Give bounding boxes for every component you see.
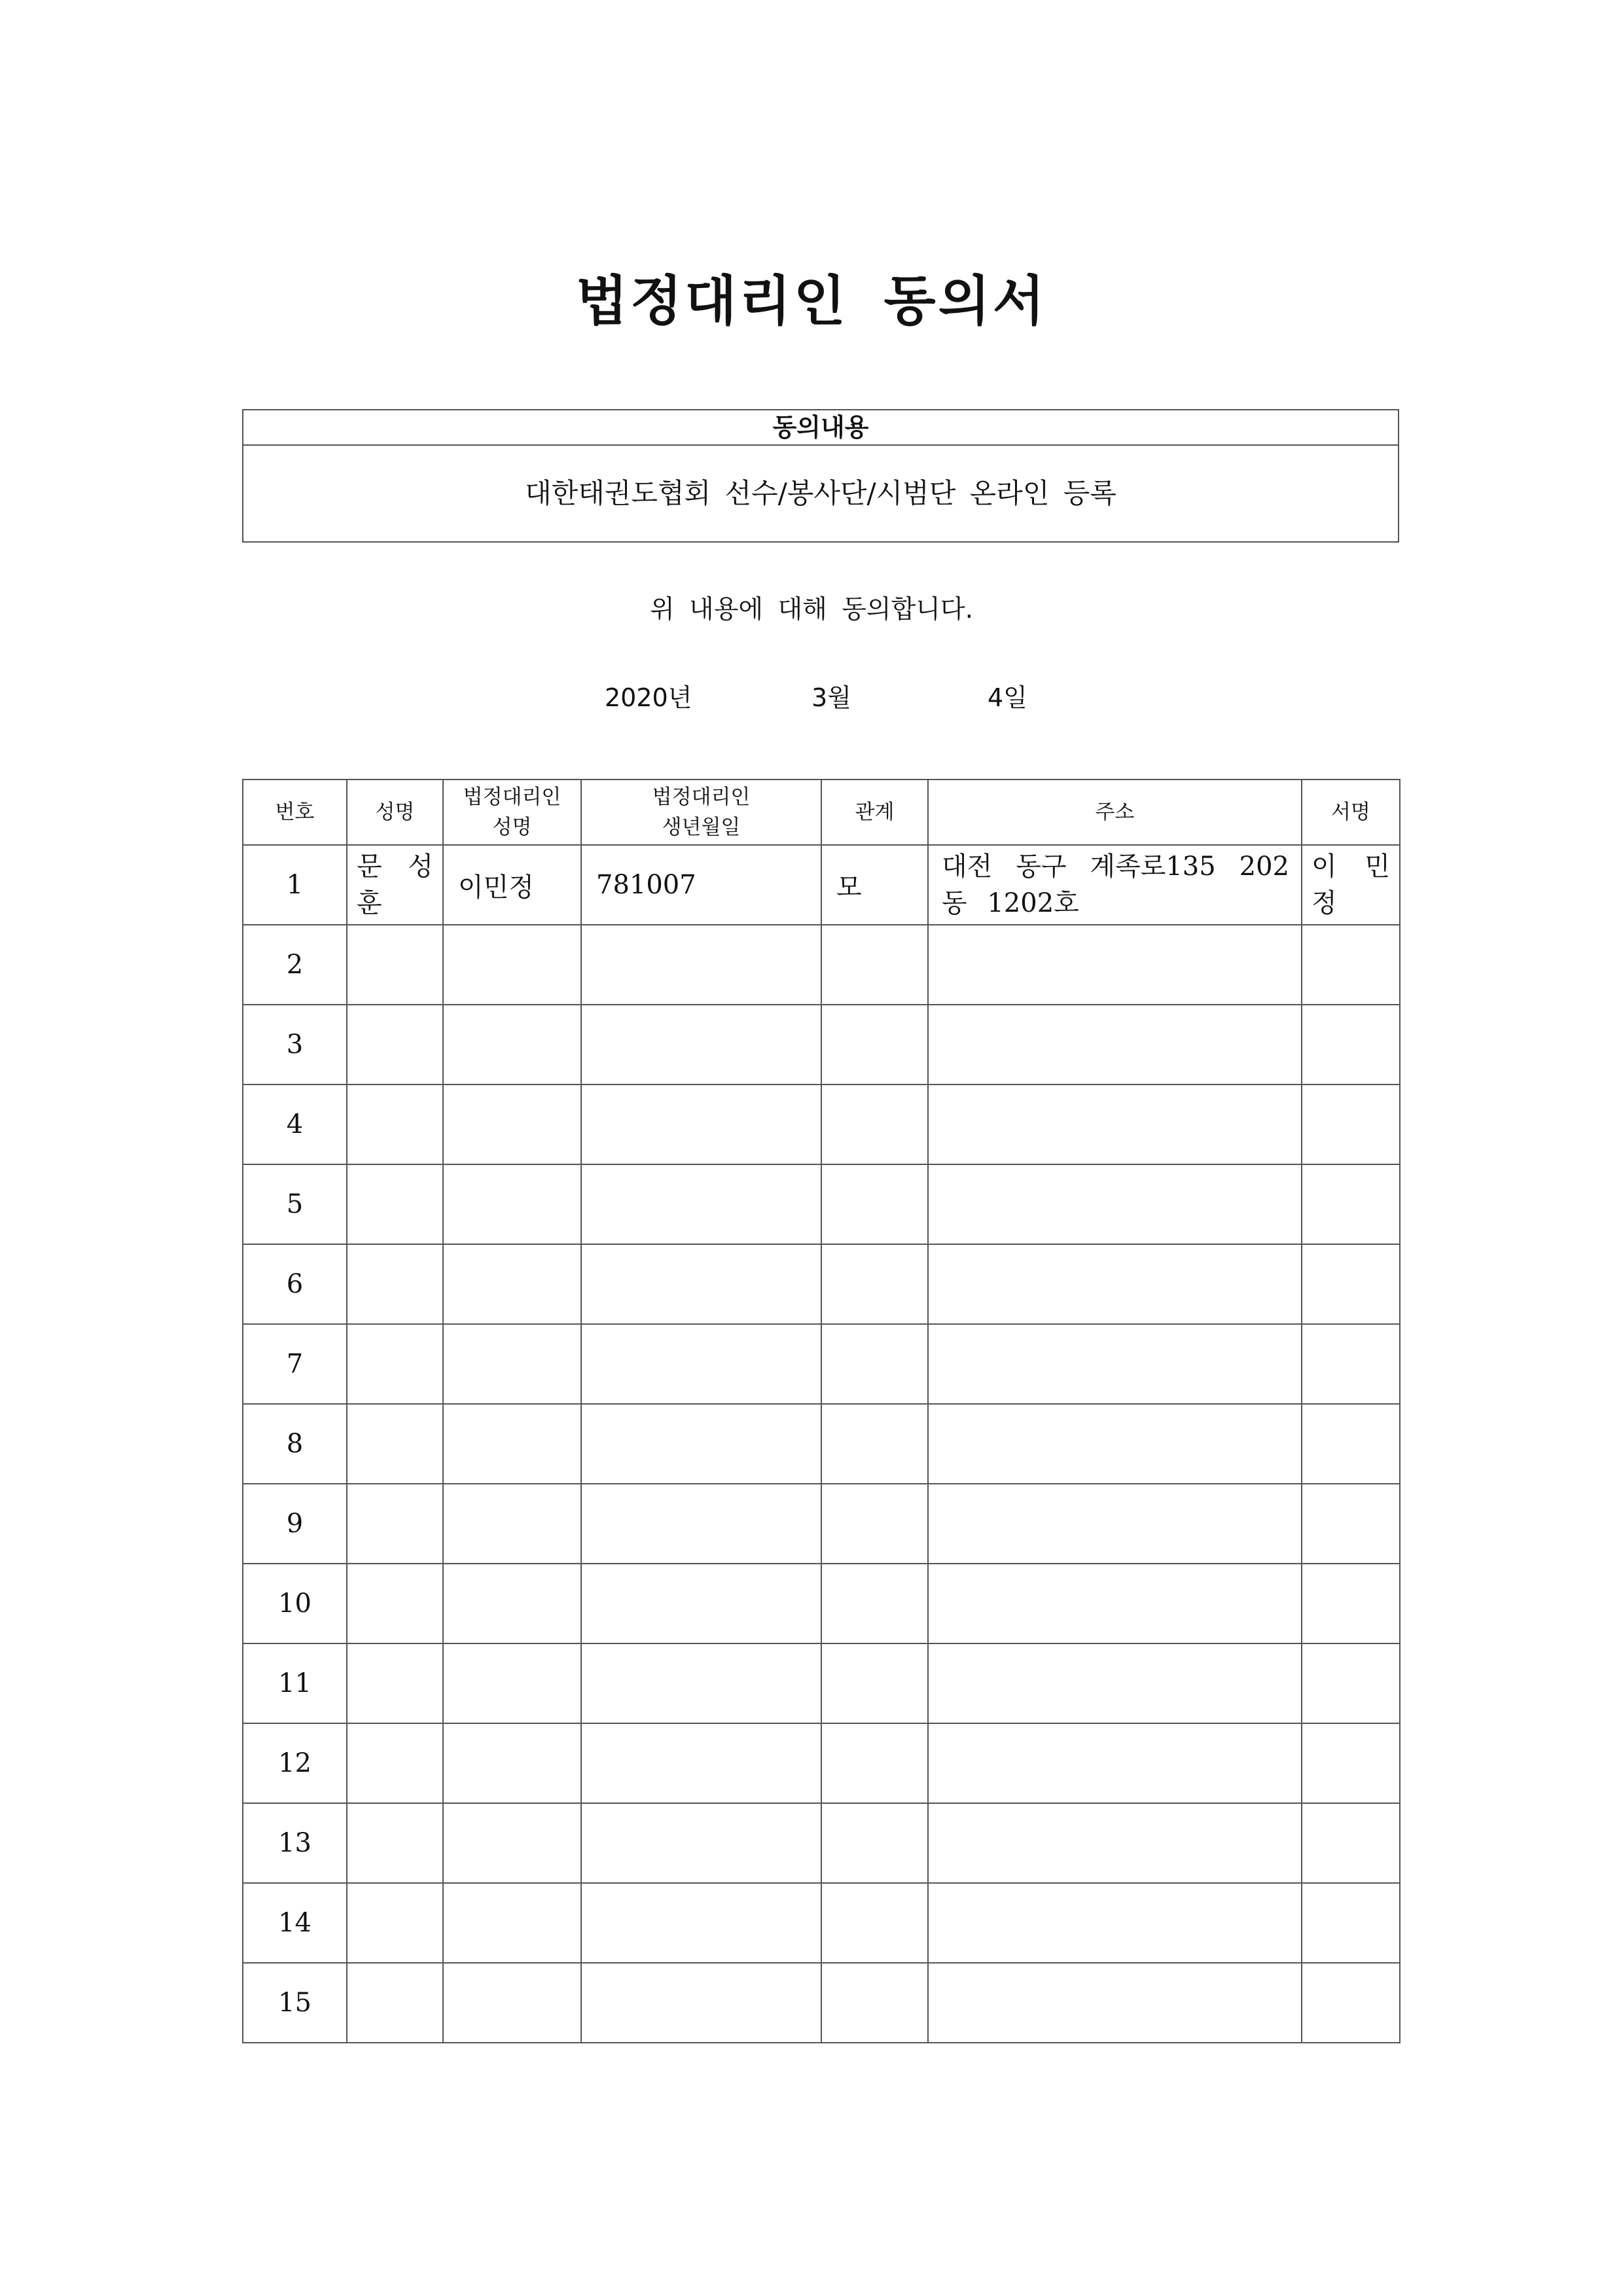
guardian-birthdate[interactable] [581, 1883, 821, 1963]
header-guardian-name [443, 780, 581, 845]
table-row [243, 1643, 1400, 1723]
row-number: 14 [243, 1883, 347, 1963]
row-number: 3 [243, 1005, 347, 1085]
header-guardian-birth-line1: 법정대리인 [652, 785, 751, 809]
participant-name[interactable] [347, 1404, 443, 1484]
relation[interactable] [821, 1643, 928, 1723]
participant-name[interactable] [347, 1484, 443, 1564]
guardian-name[interactable] [443, 1564, 581, 1643]
row-number: 8 [243, 1404, 347, 1484]
signature[interactable] [1302, 1803, 1400, 1883]
date-day: 4일 [988, 683, 1027, 712]
participant-name-line1: 문 성 [357, 852, 433, 882]
participant-name[interactable] [347, 1963, 443, 2043]
relation[interactable] [821, 1803, 928, 1883]
address[interactable] [928, 1404, 1302, 1484]
table-row [243, 925, 1400, 1005]
participant-name[interactable] [347, 1085, 443, 1164]
signature[interactable] [1302, 1404, 1400, 1484]
relation[interactable] [821, 1085, 928, 1164]
table-row [243, 1164, 1400, 1244]
document-title: 법정대리인 동의서 [575, 270, 1048, 332]
header-name: 성명 [347, 780, 443, 845]
address[interactable] [928, 1484, 1302, 1564]
relation[interactable] [821, 1244, 928, 1324]
header-guardian-name-line2: 성명 [492, 816, 532, 839]
signature[interactable] [1302, 1643, 1400, 1723]
row-number: 7 [243, 1324, 347, 1404]
relation[interactable] [821, 1005, 928, 1085]
consent-box [242, 409, 1399, 543]
date-year: 2020년 [605, 683, 692, 712]
signature[interactable] [1302, 1244, 1400, 1324]
participant-name[interactable] [347, 845, 443, 925]
relation[interactable] [821, 1963, 928, 2043]
relation[interactable] [821, 925, 928, 1005]
row-number: 15 [243, 1963, 347, 2043]
guardian-table [242, 779, 1400, 2043]
guardian-name[interactable] [443, 1803, 581, 1883]
table-row [243, 1803, 1400, 1883]
guardian-birthdate[interactable] [581, 1484, 821, 1564]
address[interactable] [928, 925, 1302, 1005]
row-number: 5 [243, 1164, 347, 1244]
guardian-name[interactable] [443, 1963, 581, 2043]
participant-name[interactable] [347, 1005, 443, 1085]
address[interactable] [928, 1564, 1302, 1643]
guardian-name[interactable] [443, 1723, 581, 1803]
relation[interactable] [821, 1404, 928, 1484]
header-guardian-birth-line2: 생년월일 [662, 816, 741, 839]
relation[interactable] [821, 1164, 928, 1244]
table-row [243, 1484, 1400, 1564]
guardian-name[interactable]: 이민정 [443, 845, 581, 925]
row-number: 2 [243, 925, 347, 1005]
guardian-birthdate[interactable] [581, 1803, 821, 1883]
address[interactable] [928, 1963, 1302, 2043]
row-number: 12 [243, 1723, 347, 1803]
participant-name[interactable] [347, 1564, 443, 1643]
guardian-birthdate[interactable] [581, 1404, 821, 1484]
table-row [243, 1324, 1400, 1404]
relation[interactable] [821, 1324, 928, 1404]
signature[interactable] [1302, 1005, 1400, 1085]
header-guardian-birth [581, 780, 821, 845]
address[interactable] [928, 1164, 1302, 1244]
table-row [243, 1085, 1400, 1164]
guardian-birthdate[interactable] [581, 1005, 821, 1085]
participant-name-line2: 훈 [357, 888, 382, 918]
guardian-birthdate[interactable]: 781007 [581, 845, 821, 925]
row-number: 1 [243, 845, 347, 925]
participant-name[interactable] [347, 1244, 443, 1324]
guardian-name[interactable] [443, 1005, 581, 1085]
address[interactable] [928, 1244, 1302, 1324]
guardian-birthdate[interactable] [581, 1244, 821, 1324]
agree-statement: 위 내용에 대해 동의합니다. [649, 595, 973, 624]
guardian-birthdate[interactable] [581, 1324, 821, 1404]
signature[interactable] [1302, 1085, 1400, 1164]
signature-line1: 이 민 [1311, 852, 1390, 882]
signature[interactable] [1302, 1883, 1400, 1963]
relation[interactable] [821, 1564, 928, 1643]
guardian-name[interactable] [443, 1643, 581, 1723]
table-row [243, 845, 1400, 925]
address[interactable] [928, 1723, 1302, 1803]
signature[interactable] [1302, 925, 1400, 1005]
table-header-row [243, 780, 1400, 845]
relation[interactable] [821, 1723, 928, 1803]
header-signature: 서명 [1302, 780, 1400, 845]
row-number: 4 [243, 1085, 347, 1164]
participant-name[interactable] [347, 1723, 443, 1803]
participant-name[interactable] [347, 1164, 443, 1244]
table-row [243, 1244, 1400, 1324]
row-number: 13 [243, 1803, 347, 1883]
guardian-birthdate[interactable] [581, 1164, 821, 1244]
address[interactable] [928, 1643, 1302, 1723]
date-month: 3월 [812, 683, 851, 712]
participant-name[interactable] [347, 1643, 443, 1723]
signature[interactable] [1302, 1164, 1400, 1244]
signature[interactable] [1302, 1564, 1400, 1643]
table-row [243, 1564, 1400, 1643]
header-address: 주소 [928, 780, 1302, 845]
table-row [243, 1883, 1400, 1963]
address[interactable] [928, 1803, 1302, 1883]
table-row [243, 1005, 1400, 1085]
signature[interactable] [1302, 1963, 1400, 2043]
signature[interactable] [1302, 845, 1400, 925]
guardian-name[interactable] [443, 1484, 581, 1564]
row-number: 11 [243, 1643, 347, 1723]
guardian-name[interactable] [443, 1883, 581, 1963]
address[interactable]: 대전 동구 계족로135 202동 1202호 [928, 845, 1302, 925]
guardian-birthdate[interactable] [581, 1963, 821, 2043]
header-guardian-name-line1: 법정대리인 [463, 785, 562, 809]
relation[interactable] [821, 1883, 928, 1963]
row-number: 6 [243, 1244, 347, 1324]
signature-line2: 정 [1311, 888, 1337, 918]
header-relation: 관계 [821, 780, 928, 845]
table-row [243, 1404, 1400, 1484]
address[interactable] [928, 1005, 1302, 1085]
guardian-name[interactable] [443, 1164, 581, 1244]
guardian-name[interactable] [443, 1244, 581, 1324]
address[interactable] [928, 1883, 1302, 1963]
participant-name[interactable] [347, 1803, 443, 1883]
guardian-birthdate[interactable] [581, 1085, 821, 1164]
participant-name[interactable] [347, 1324, 443, 1404]
guardian-birthdate[interactable] [581, 1643, 821, 1723]
table-row [243, 1723, 1400, 1803]
guardian-name[interactable] [443, 1404, 581, 1484]
consent-header: 동의내용 [243, 410, 1398, 446]
signature[interactable] [1302, 1723, 1400, 1803]
guardian-birthdate[interactable] [581, 1723, 821, 1803]
table-row [243, 1963, 1400, 2043]
guardian-name[interactable] [443, 1324, 581, 1404]
row-number: 10 [243, 1564, 347, 1643]
guardian-name[interactable] [443, 925, 581, 1005]
participant-name[interactable] [347, 925, 443, 1005]
guardian-birthdate[interactable] [581, 1564, 821, 1643]
guardian-birthdate[interactable] [581, 925, 821, 1005]
relation[interactable]: 모 [821, 845, 928, 925]
header-no: 번호 [243, 780, 347, 845]
address[interactable] [928, 1085, 1302, 1164]
guardian-name[interactable] [443, 1085, 581, 1164]
address[interactable] [928, 1324, 1302, 1404]
relation[interactable] [821, 1484, 928, 1564]
consent-body: 대한태권도협회 선수/봉사단/시범단 온라인 등록 [525, 477, 1116, 509]
signature[interactable] [1302, 1484, 1400, 1564]
row-number: 9 [243, 1484, 347, 1564]
participant-name[interactable] [347, 1883, 443, 1963]
signature[interactable] [1302, 1324, 1400, 1404]
